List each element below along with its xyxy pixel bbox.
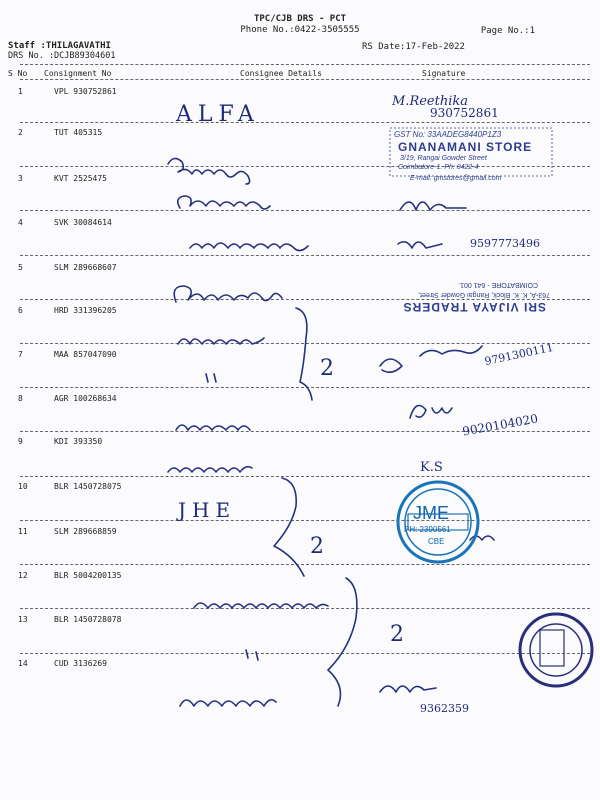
row-sno: 8 <box>18 394 23 403</box>
signature <box>398 242 442 248</box>
handwritten-phone: 9020104020 <box>461 411 539 439</box>
handwritten-phone: 930752861 <box>430 106 499 120</box>
row-consignment: KVT 2525475 <box>54 174 107 183</box>
row-consignment: AGR 100268634 <box>54 394 117 403</box>
stamp-traders-address: 763-A, K. K. Block, Rangai Gowder Street, <box>418 291 550 298</box>
row-sno: 12 <box>18 571 28 580</box>
brace-mark <box>296 308 312 400</box>
col-sno: S No <box>8 69 28 78</box>
row-consignment: MAA 857047090 <box>54 350 117 359</box>
row-sno: 11 <box>18 527 28 536</box>
stamp-traders-city: COIMBATORE - 641 001. <box>458 281 538 288</box>
tamil-scribble <box>194 603 328 608</box>
brace-mark <box>328 578 357 706</box>
rs-date: RS Date:17-Feb-2022 <box>362 42 465 52</box>
row-consignment: SLM 289668607 <box>54 263 117 272</box>
row-sno: 7 <box>18 350 23 359</box>
stamp-address: Coimbatore-1. Ph: 0422-4 <box>398 164 479 171</box>
row-sno: 5 <box>18 263 23 272</box>
handwritten-signature: M.Reethika <box>392 94 469 109</box>
tamil-scribble <box>180 700 276 706</box>
row-sno: 9 <box>18 437 23 446</box>
row-consignment: KDI 393350 <box>54 437 103 446</box>
drs-number: DRS No. :DCJB89304601 <box>8 51 116 61</box>
col-consignment: Consignment No <box>44 69 112 78</box>
row-consignment: VPL 930752861 <box>54 87 117 96</box>
row-sno: 13 <box>18 615 28 624</box>
handwritten-phone: 9791300111 <box>483 340 555 369</box>
stamp-address: 3/19, Rangai Gowder Street <box>400 155 487 162</box>
signature <box>380 346 482 372</box>
ditto-marks <box>246 650 258 660</box>
row-sno: 4 <box>18 218 23 227</box>
handwritten-count: 2 <box>390 622 404 647</box>
phone-number: Phone No.:0422-3505555 <box>240 25 360 35</box>
handwritten-signature: K.S <box>420 460 443 475</box>
jme-seal-word: JME <box>413 503 449 523</box>
stamp-traders-name: SRI VIJAYA TRADERS <box>402 300 546 314</box>
tamil-scribble <box>178 338 264 344</box>
col-signature: Signature <box>422 69 466 78</box>
row-consignment: BLR 5004200135 <box>54 571 122 580</box>
stamp-gst: GST No: 33AADEG8440P1Z3 <box>394 130 502 139</box>
stamp-email: E-mail: gmstores@gmail.com <box>410 175 502 182</box>
tamil-scribble <box>174 286 282 302</box>
jme-seal-city: CBE <box>428 537 445 546</box>
tamil-scribble <box>178 196 270 209</box>
col-consignee: Consignee Details <box>240 69 322 78</box>
signature <box>410 406 452 419</box>
signature <box>400 202 466 210</box>
row-sno: 6 <box>18 306 23 315</box>
jme-seal-phone: PH: 2390561 <box>404 525 451 534</box>
document-title: TPC/CJB DRS - PCT <box>253 14 347 24</box>
page-number: Page No.:1 <box>480 26 535 36</box>
row-consignment: TUT 405315 <box>54 128 103 137</box>
traders-stamp <box>372 260 552 316</box>
row-consignment: CUD 3136269 <box>54 659 107 668</box>
row-sno: 1 <box>18 87 23 96</box>
tamil-scribble <box>176 425 250 430</box>
staff-name: Staff :THILAGAVATHI <box>8 41 111 51</box>
handwritten-consignee: JHE <box>178 498 237 522</box>
row-consignment: SLM 289668859 <box>54 527 117 536</box>
handwritten-count: 2 <box>320 356 334 381</box>
round-seal <box>520 614 592 686</box>
row-consignment: HRD 331396205 <box>54 306 117 315</box>
row-consignment: BLR 1450728078 <box>54 615 122 624</box>
row-consignment: BLR 1450728075 <box>54 482 122 491</box>
row-sno: 10 <box>18 482 28 491</box>
handwritten-count: 2 <box>310 534 324 559</box>
row-sno: 3 <box>18 174 23 183</box>
handwritten-consignee: ALFA <box>176 102 260 127</box>
row-consignment: SVK 30084614 <box>54 218 112 227</box>
signature <box>380 686 436 692</box>
stamp-store-name: GNANAMANI STORE <box>398 140 533 154</box>
brace-mark <box>274 478 304 576</box>
tamil-scribble <box>168 158 250 184</box>
row-sno: 14 <box>18 659 28 668</box>
handwritten-phone: 9362359 <box>420 702 469 715</box>
row-sno: 2 <box>18 128 23 137</box>
tamil-scribble <box>168 467 252 472</box>
tamil-scribble <box>190 243 308 251</box>
handwritten-phone: 9597773496 <box>470 237 540 250</box>
ditto-marks <box>206 374 216 382</box>
